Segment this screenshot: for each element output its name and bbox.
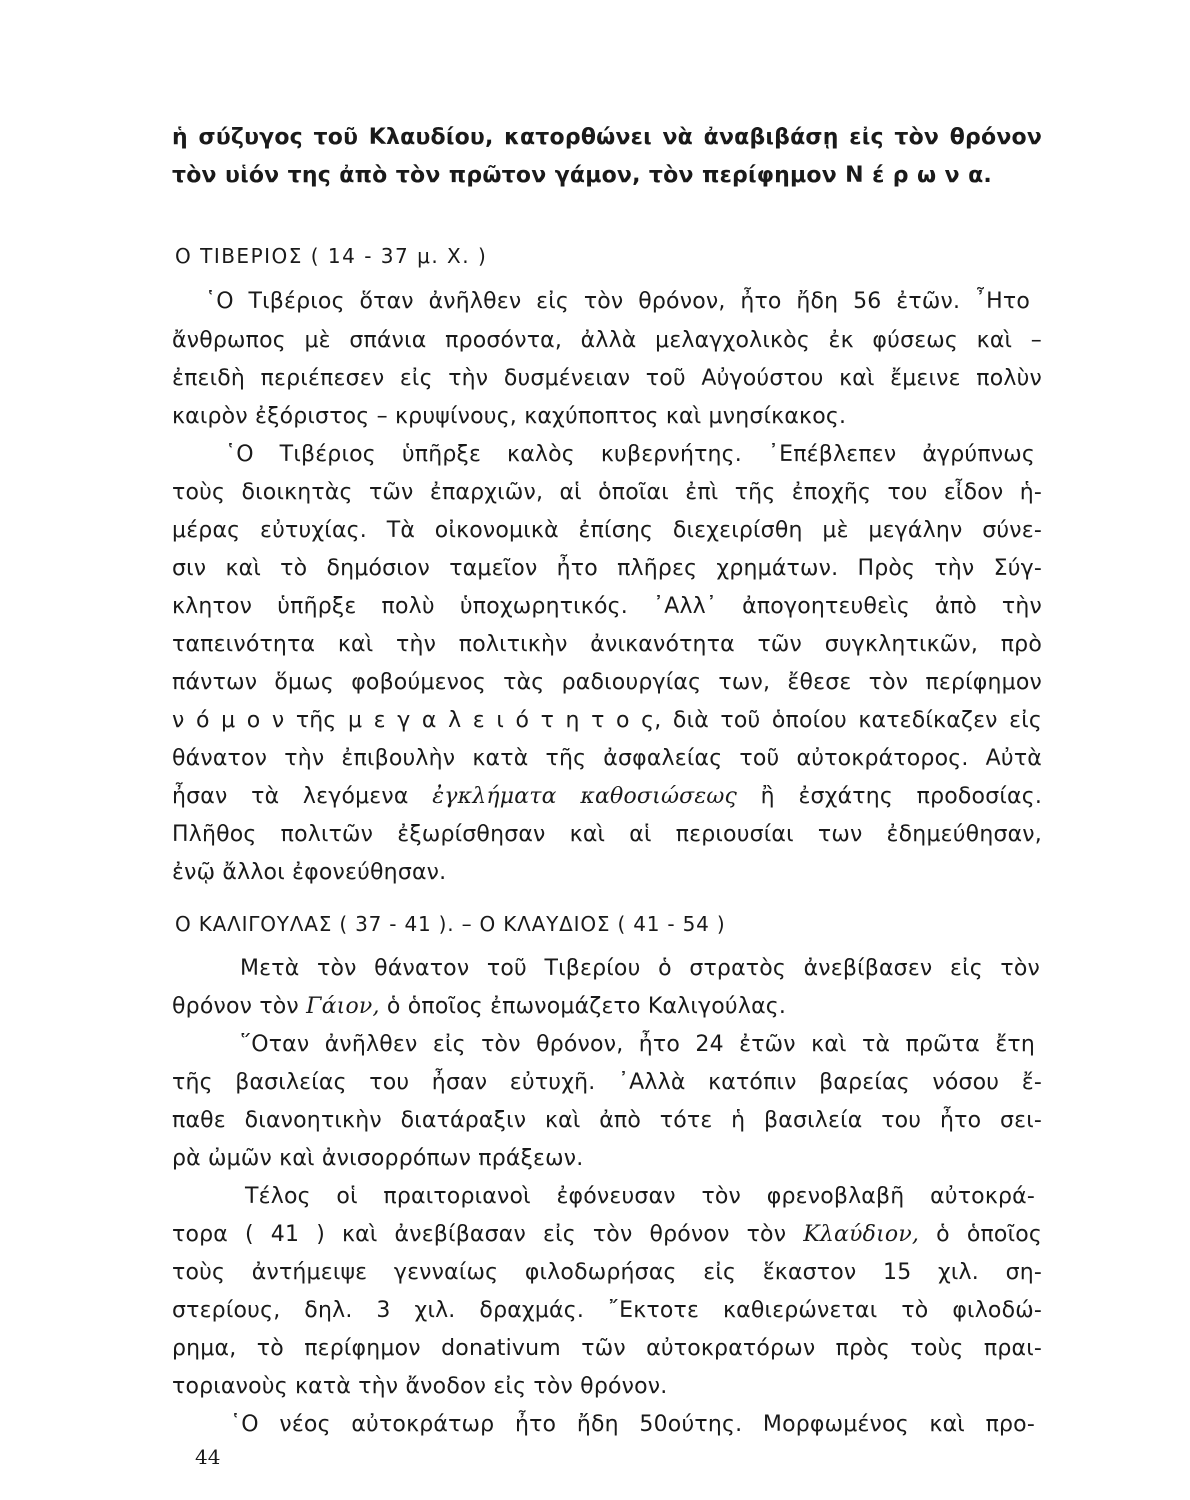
paragraph-line: ῾Ο Τιβέριος ὅταν ἀνῆλθεν εἰς τὸν θρόνον, ἦτο ἤδη 56 ἐτῶν. ῏Ητο: [205, 289, 1030, 314]
paragraph-line: σιν καὶ τὸ δημόσιον ταμεῖον ἦτο πλῆρες χρημάτων. Πρὸς τὴν Σύγ-: [172, 556, 1042, 581]
paragraph-line: ῞Οταν ἀνῆλθεν εἰς τὸν θρόνον, ἦτο 24 ἐτῶν καὶ τὰ πρῶτα ἔτη: [240, 1032, 1035, 1057]
paragraph-line: κλητον ὑπῆρξε πολὺ ὑποχωρητικός. ᾿Αλλ᾿ ἀπογοητευθεὶς ἀπὸ τὴν: [172, 594, 1042, 619]
paragraph-line: μέρας εὐτυχίας. Τὰ οἰκονομικὰ ἐπίσης διεχειρίσθη μὲ μεγάλην σύνε-: [172, 518, 1042, 543]
paragraph-line: Μετὰ τὸν θάνατον τοῦ Τιβερίου ὁ στρατὸς ἀνεβίβασεν εἰς τὸν: [240, 956, 1040, 981]
paragraph-line: ἄνθρωπος μὲ σπάνια προσόντα, ἀλλὰ μελαγχολικὸς ἐκ φύσεως καὶ –: [172, 328, 1042, 353]
intro-line-1: ἡ σύζυγος τοῦ Κλαυδίου, κατορθώνει νὰ ἀναβιβάσῃ εἰς τὸν θρόνον: [172, 125, 1042, 150]
paragraph-line: [172, 1221, 1042, 1249]
paragraph-line: ῾Ο νέος αὐτοκράτωρ ἦτο ἤδη 50ούτης. Μορφωμένος καὶ προ-: [230, 1412, 1035, 1437]
text-run: θρόνον τὸν: [172, 994, 307, 1019]
paragraph-line: καιρὸν ἐξόριστος – κρυψίνους, καχύποπτος καὶ μνησίκακος.: [172, 404, 847, 429]
italic-term: ἐγκλήματα καθοσιώσεως: [432, 784, 738, 809]
paragraph-line: τοὺς ἀντήμειψε γενναίως φιλοδωρήσας εἰς ἕκαστον 15 χιλ. ση-: [172, 1260, 1042, 1285]
paragraph-line: τῆς βασιλείας του ἦσαν εὐτυχῆ. ᾿Αλλὰ κατόπιν βαρείας νόσου ἔ-: [172, 1070, 1042, 1095]
paragraph-line: ῾Ο Τιβέριος ὑπῆρξε καλὸς κυβερνήτης. ᾿Επέβλεπεν ἀγρύπνως: [225, 442, 1035, 467]
paragraph-line: [172, 783, 1042, 811]
intro-line-2: τὸν υἱόν της ἀπὸ τὸν πρῶτον γάμον, τὸν περίφημον Ν έ ρ ω ν α.: [172, 163, 992, 188]
paragraph-line: τοριανοὺς κατὰ τὴν ἄνοδον εἰς τὸν θρόνον.: [172, 1374, 668, 1399]
paragraph-line: παθε διανοητικὴν διατάραξιν καὶ ἀπὸ τότε ἡ βασιλεία του ἦτο σει-: [172, 1108, 1042, 1133]
paragraph-line: στερίους, δηλ. 3 χιλ. δραχμάς. ῎Εκτοτε καθιερώνεται τὸ φιλοδώ-: [172, 1298, 1042, 1323]
paragraph-line: ἐνῷ ἄλλοι ἐφονεύθησαν.: [172, 860, 447, 885]
text-run: ὁ ὁποῖος: [919, 1222, 1042, 1247]
text-run: ὁ ὁποῖος ἐπωνομάζετο Καλιγούλας.: [379, 994, 787, 1019]
paragraph-line: ν ό μ ο ν τῆς μ ε γ α λ ε ι ό τ η τ ο ς, διὰ τοῦ ὁποίου κατεδίκαζεν εἰς: [172, 708, 1042, 733]
page-number: 44: [195, 1445, 221, 1469]
section-heading-caligula-claudius: Ο ΚΑΛΙΓΟΥΛΑΣ ( 37 - 41 ). – Ο ΚΛΑΥΔΙΟΣ ( 41 - 54 ): [175, 912, 726, 936]
paragraph-line: ταπεινότητα καὶ τὴν πολιτικὴν ἀνικανότητα τῶν συγκλητικῶν, πρὸ: [172, 632, 1042, 657]
paragraph-line: Πλῆθος πολιτῶν ἐξωρίσθησαν καὶ αἱ περιουσίαι των ἐδημεύθησαν,: [172, 822, 1042, 847]
text-run: τορα ( 41 ) καὶ ἀνεβίβασαν εἰς τὸν θρόνον τὸν: [172, 1222, 804, 1247]
paragraph-line: τοὺς διοικητὰς τῶν ἐπαρχιῶν, αἱ ὁποῖαι ἐπὶ τῆς ἐποχῆς του εἶδον ἡ-: [172, 480, 1042, 505]
paragraph-line: [172, 993, 1042, 1021]
text-run: ἢ ἐσχάτης προδοσίας.: [737, 784, 1043, 809]
italic-term: Γάιον,: [306, 994, 380, 1019]
paragraph-line: ρὰ ὠμῶν καὶ ἀνισορρόπων πράξεων.: [172, 1146, 584, 1171]
italic-term: Κλαύδιον,: [803, 1222, 920, 1247]
paragraph-line: Τέλος οἱ πραιτοριανοὶ ἐφόνευσαν τὸν φρενοβλαβῆ αὐτοκρά-: [245, 1184, 1035, 1209]
paragraph-line: πάντων ὅμως φοβούμενος τὰς ραδιουργίας των, ἔθεσε τὸν περίφημον: [172, 670, 1042, 695]
paragraph-line: ἐπειδὴ περιέπεσεν εἰς τὴν δυσμένειαν τοῦ Αὐγούστου καὶ ἔμεινε πολὺν: [172, 366, 1042, 391]
text-run: ἦσαν τὰ λεγόμενα: [172, 784, 433, 809]
paragraph-line: θάνατον τὴν ἐπιβουλὴν κατὰ τῆς ἀσφαλείας τοῦ αὐτοκράτορος. Αὐτὰ: [172, 746, 1042, 771]
paragraph-line: ρημα, τὸ περίφημον donativum τῶν αὐτοκρατόρων πρὸς τοὺς πραι-: [172, 1336, 1042, 1361]
section-heading-tiberius: Ο ΤΙΒΕΡΙΟΣ ( 14 - 37 μ. Χ. ): [175, 244, 488, 268]
